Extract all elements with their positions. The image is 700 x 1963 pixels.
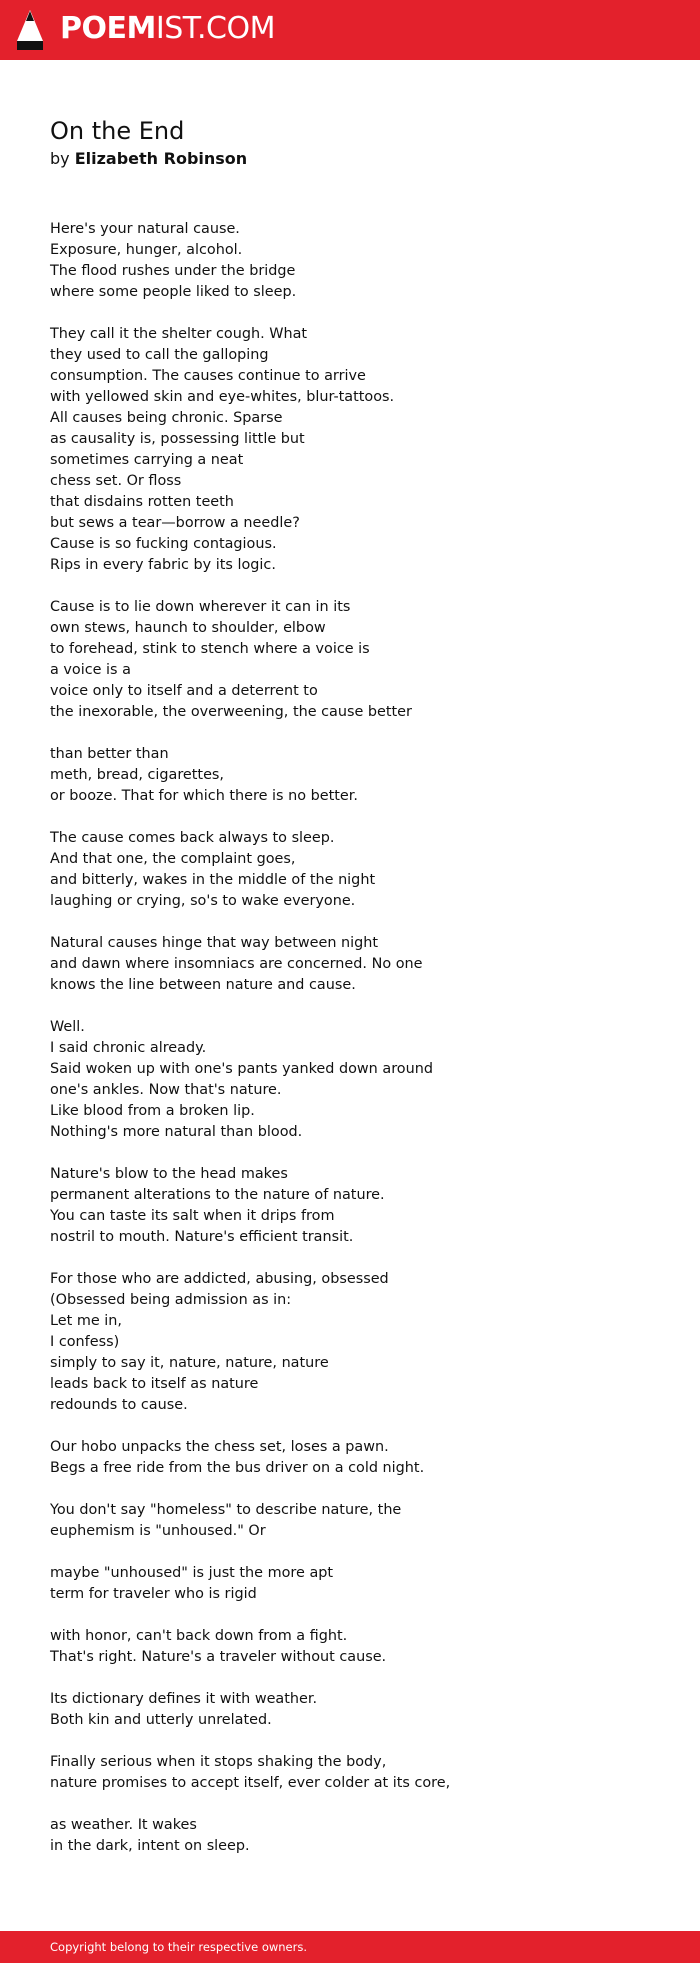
poem-line: Rips in every fabric by its logic. bbox=[50, 557, 276, 573]
stanza bbox=[50, 828, 650, 912]
author-name: Elizabeth Robinson bbox=[74, 149, 248, 168]
poem-line: Nothing's more natural than blood. bbox=[50, 1124, 303, 1140]
poem-line: redounds to cause. bbox=[50, 1397, 188, 1413]
site-header bbox=[0, 0, 700, 60]
poem-line: that disdains rotten teeth bbox=[50, 494, 234, 510]
poem-line: to forehead, stink to stench where a voice is bbox=[50, 641, 370, 657]
poem-line: the inexorable, the overweening, the cause better bbox=[50, 704, 412, 720]
stanza bbox=[50, 1164, 650, 1248]
poem-line: laughing or crying, so's to wake everyone. bbox=[50, 893, 356, 909]
poem-line: The cause comes back always to sleep. bbox=[50, 830, 335, 846]
stanza bbox=[50, 219, 650, 303]
poem-line: Its dictionary defines it with weather. bbox=[50, 1691, 318, 1707]
poem-line: Well. bbox=[50, 1019, 85, 1035]
poem-line: Natural causes hinge that way between night bbox=[50, 935, 379, 951]
poem-line: I confess) bbox=[50, 1334, 120, 1350]
poem-line: own stews, haunch to shoulder, elbow bbox=[50, 620, 326, 636]
poem-line: You don't say "homeless" to describe nature, the bbox=[50, 1502, 402, 1518]
poem-line: and bitterly, wakes in the middle of the night bbox=[50, 872, 376, 888]
poem-line: nostril to mouth. Nature's efficient transit. bbox=[50, 1229, 354, 1245]
poem-line: and dawn where insomniacs are concerned. No one bbox=[50, 956, 423, 972]
poem-line: a voice is a bbox=[50, 662, 131, 678]
poem-body bbox=[50, 219, 650, 1878]
stanza bbox=[50, 1626, 650, 1668]
poem-line: Begs a free ride from the bus driver on a cold night. bbox=[50, 1460, 425, 1476]
poem-line: sometimes carrying a neat bbox=[50, 452, 244, 468]
stanza bbox=[50, 744, 650, 807]
poem-line: permanent alterations to the nature of nature. bbox=[50, 1187, 385, 1203]
poem-line: Said woken up with one's pants yanked down around bbox=[50, 1061, 433, 1077]
stanza bbox=[50, 1563, 650, 1605]
poem-line: one's ankles. Now that's nature. bbox=[50, 1082, 282, 1098]
poem-line: term for traveler who is rigid bbox=[50, 1586, 257, 1602]
poem-line: where some people liked to sleep. bbox=[50, 284, 297, 300]
poem-line: nature promises to accept itself, ever colder at its core, bbox=[50, 1775, 451, 1791]
poem-line: leads back to itself as nature bbox=[50, 1376, 259, 1392]
poem-line: simply to say it, nature, nature, nature bbox=[50, 1355, 329, 1371]
stanza bbox=[50, 1815, 650, 1857]
site-logo[interactable] bbox=[60, 9, 275, 49]
poem-line: The flood rushes under the bridge bbox=[50, 263, 296, 279]
poem-line: And that one, the complaint goes, bbox=[50, 851, 296, 867]
site-footer bbox=[0, 1931, 700, 1963]
poem-line: meth, bread, cigarettes, bbox=[50, 767, 225, 783]
poem-line: Our hobo unpacks the chess set, loses a pawn. bbox=[50, 1439, 389, 1455]
stanza bbox=[50, 1017, 650, 1143]
stanza bbox=[50, 324, 650, 576]
poem-line: I said chronic already. bbox=[50, 1040, 207, 1056]
poem-line: chess set. Or floss bbox=[50, 473, 182, 489]
by-label: by bbox=[50, 149, 70, 168]
pencil-tip-icon[interactable] bbox=[17, 10, 43, 50]
poem-line: knows the line between nature and cause. bbox=[50, 977, 356, 993]
byline bbox=[50, 148, 247, 170]
poem-line: Both kin and utterly unrelated. bbox=[50, 1712, 272, 1728]
stanza bbox=[50, 1752, 650, 1794]
poem-line: Cause is to lie down wherever it can in its bbox=[50, 599, 351, 615]
poem-line: They call it the shelter cough. What bbox=[50, 326, 308, 342]
poem-line: (Obsessed being admission as in: bbox=[50, 1292, 292, 1308]
poem-line: All causes being chronic. Sparse bbox=[50, 410, 283, 426]
poem-line: Nature's blow to the head makes bbox=[50, 1166, 288, 1182]
poem-line: euphemism is "unhoused." Or bbox=[50, 1523, 266, 1539]
stanza bbox=[50, 1437, 650, 1479]
poem-line: with yellowed skin and eye-whites, blur-tattoos. bbox=[50, 389, 395, 405]
poem-line: Finally serious when it stops shaking the body, bbox=[50, 1754, 387, 1770]
poem-line: maybe "unhoused" is just the more apt bbox=[50, 1565, 334, 1581]
poem-line: Exposure, hunger, alcohol. bbox=[50, 242, 243, 258]
poem-line: You can taste its salt when it drips from bbox=[50, 1208, 335, 1224]
brand-bold: POEM bbox=[60, 11, 156, 46]
copyright-text: Copyright belong to their respective owners. bbox=[50, 1940, 308, 1954]
poem-line: Like blood from a broken lip. bbox=[50, 1103, 255, 1119]
stanza bbox=[50, 1269, 650, 1416]
poem-line: Cause is so fucking contagious. bbox=[50, 536, 277, 552]
poem-line: as causality is, possessing little but bbox=[50, 431, 305, 447]
poem-line: Let me in, bbox=[50, 1313, 122, 1329]
poem-line: as weather. It wakes bbox=[50, 1817, 197, 1833]
poem-line: consumption. The causes continue to arrive bbox=[50, 368, 366, 384]
poem-line: voice only to itself and a deterrent to bbox=[50, 683, 318, 699]
poem-line: Here's your natural cause. bbox=[50, 221, 240, 237]
poem-line: or booze. That for which there is no better. bbox=[50, 788, 358, 804]
poem-line: in the dark, intent on sleep. bbox=[50, 1838, 250, 1854]
poem-title: On the End bbox=[50, 117, 185, 145]
poem-line: they used to call the galloping bbox=[50, 347, 269, 363]
stanza bbox=[50, 933, 650, 996]
stanza bbox=[50, 597, 650, 723]
poem-line: For those who are addicted, abusing, obsessed bbox=[50, 1271, 389, 1287]
poem-line: That's right. Nature's a traveler without cause. bbox=[50, 1649, 387, 1665]
poem-line: than better than bbox=[50, 746, 169, 762]
brand-light: IST.COM bbox=[155, 11, 275, 46]
poem-line: but sews a tear—borrow a needle? bbox=[50, 515, 300, 531]
poem-line: with honor, can't back down from a fight. bbox=[50, 1628, 348, 1644]
stanza bbox=[50, 1500, 650, 1542]
stanza bbox=[50, 1689, 650, 1731]
